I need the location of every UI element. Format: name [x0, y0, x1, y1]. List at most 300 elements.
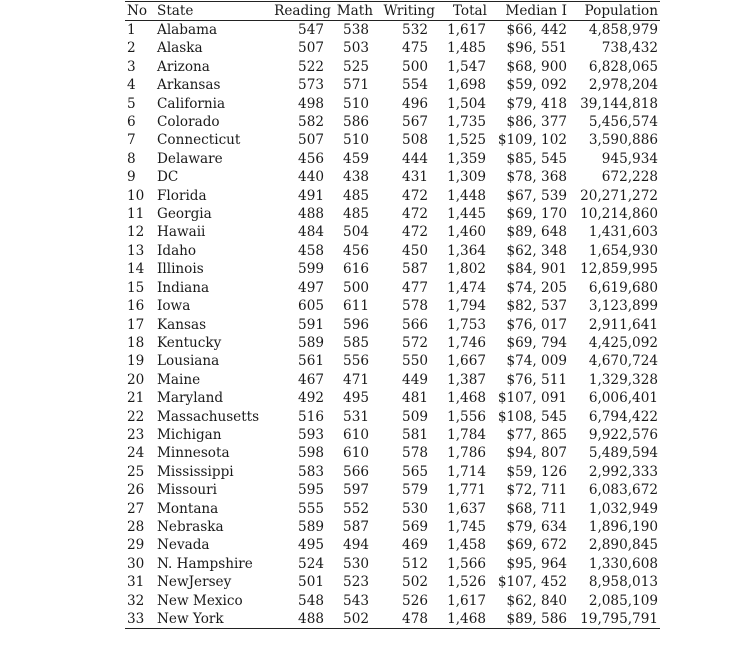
table-row: [125, 518, 660, 536]
cell-median-income: $85, 545: [506, 150, 567, 167]
cell-math: 502: [333, 610, 375, 629]
cell-writing: 469: [402, 537, 428, 554]
cell-state: Nevada: [157, 537, 210, 554]
cell-no: 24: [127, 445, 145, 462]
state-statistics-table: [125, 1, 660, 629]
cell-math: 485: [343, 206, 369, 223]
cell-writing: 472: [402, 206, 428, 223]
cell-population: 6,619,680: [588, 279, 658, 296]
cell-no: 21: [127, 390, 145, 407]
cell-state: Massachusetts: [157, 408, 260, 425]
data-table-container: [125, 1, 658, 629]
cell-reading: 484: [298, 224, 324, 241]
cell-writing: 444: [402, 150, 428, 167]
cell-total: 1,468: [447, 390, 486, 407]
cell-reading: 583: [298, 463, 324, 480]
cell-reading: 488: [271, 610, 333, 629]
cell-population: 8,958,013: [588, 574, 658, 591]
table-row: [125, 463, 660, 481]
cell-no: 13: [127, 242, 145, 259]
cell-population: 1,654,930: [588, 242, 658, 259]
cell-total: 1,309: [447, 169, 486, 186]
cell-reading: 561: [298, 353, 324, 370]
cell-median-income: $62, 348: [506, 242, 567, 259]
table-row: [125, 223, 660, 241]
table-row: [125, 481, 660, 499]
cell-median-income: $67, 539: [506, 187, 567, 204]
header-state: State: [155, 2, 271, 21]
cell-math: 503: [343, 40, 369, 57]
cell-state: Nebraska: [157, 518, 224, 535]
cell-state: California: [157, 95, 226, 112]
cell-population: 1,330,608: [588, 555, 658, 572]
cell-total: 1,525: [447, 132, 486, 149]
cell-math: 530: [343, 555, 369, 572]
cell-state: Arizona: [157, 58, 210, 75]
cell-state: New Mexico: [157, 592, 243, 609]
cell-writing: 532: [402, 22, 428, 38]
table-body: [125, 21, 660, 629]
cell-median-income: $59, 126: [506, 463, 567, 480]
cell-no: 15: [127, 279, 145, 296]
cell-no: 2: [127, 40, 136, 57]
cell-writing: 508: [402, 132, 428, 149]
cell-no: 6: [127, 114, 136, 131]
cell-population: 9,922,576: [588, 426, 658, 443]
cell-writing: 526: [402, 592, 428, 609]
cell-total: 1,746: [447, 334, 486, 351]
cell-total: 1,667: [447, 353, 486, 370]
cell-state: Connecticut: [157, 132, 241, 149]
cell-median-income: $94, 807: [506, 445, 567, 462]
cell-writing: 472: [402, 187, 428, 204]
cell-total: 1,474: [447, 279, 486, 296]
cell-reading: 595: [298, 482, 324, 499]
cell-writing: 572: [402, 334, 428, 351]
cell-population: 738,432: [601, 40, 658, 57]
cell-reading: 507: [298, 132, 324, 149]
cell-state: Delaware: [157, 150, 223, 167]
cell-population: 945,934: [601, 150, 658, 167]
cell-state: Indiana: [157, 279, 210, 296]
table-row: [125, 592, 660, 610]
cell-state: Colorado: [157, 114, 220, 131]
cell-median-income: $82, 537: [506, 298, 567, 315]
cell-median-income: $76, 511: [506, 371, 567, 388]
table-row: [125, 205, 660, 223]
cell-writing: 566: [402, 316, 428, 333]
cell-writing: 578: [402, 445, 428, 462]
cell-total: 1,526: [447, 574, 486, 591]
cell-reading: 598: [298, 445, 324, 462]
cell-total: 1,784: [447, 426, 486, 443]
table-row: [125, 58, 660, 76]
cell-no: 18: [127, 334, 145, 351]
cell-population: 4,858,979: [588, 22, 658, 38]
cell-total: 1,364: [447, 242, 486, 259]
cell-total: 1,637: [447, 500, 486, 517]
table-row: [125, 279, 660, 297]
cell-math: 616: [343, 261, 369, 278]
cell-reading: 591: [298, 316, 324, 333]
cell-population: 4,670,724: [588, 353, 658, 370]
table-row: [125, 39, 660, 57]
cell-total: 1,714: [447, 463, 486, 480]
table-row: [125, 187, 660, 205]
cell-no: 23: [127, 426, 145, 443]
cell-total: 1,566: [447, 555, 486, 572]
cell-math: 438: [343, 169, 369, 186]
cell-population: 6,083,672: [588, 482, 658, 499]
cell-math: 500: [343, 279, 369, 296]
cell-math: 552: [343, 500, 369, 517]
cell-total: 1,387: [447, 371, 486, 388]
cell-reading: 605: [298, 298, 324, 315]
cell-no: 19: [127, 353, 145, 370]
cell-total: 1,771: [447, 482, 486, 499]
cell-population: 5,456,574: [588, 114, 658, 131]
cell-median-income: $107, 452: [497, 574, 567, 591]
header-writing: Writing: [375, 2, 437, 21]
cell-no: 22: [127, 408, 145, 425]
cell-math: 523: [343, 574, 369, 591]
cell-writing: 587: [402, 261, 428, 278]
cell-median-income: $89, 648: [506, 224, 567, 241]
cell-writing: 500: [402, 58, 428, 75]
cell-math: 543: [343, 592, 369, 609]
cell-population: 6,828,065: [588, 58, 658, 75]
cell-math: 538: [343, 22, 369, 38]
header-reading: Reading: [271, 2, 333, 21]
cell-state: Kansas: [157, 316, 207, 333]
cell-no: 8: [127, 150, 136, 167]
cell-median-income: $79, 634: [506, 518, 567, 535]
table-row: [125, 131, 660, 149]
cell-median-income: $86, 377: [506, 114, 567, 131]
cell-writing: 567: [402, 114, 428, 131]
cell-no: 28: [127, 518, 145, 535]
cell-no: 16: [127, 298, 145, 315]
cell-reading: 507: [298, 40, 324, 57]
cell-math: 510: [343, 132, 369, 149]
cell-median-income: $74, 205: [506, 279, 567, 296]
cell-writing: 502: [402, 574, 428, 591]
cell-reading: 488: [298, 206, 324, 223]
cell-population: 6,794,422: [588, 408, 658, 425]
cell-no: 10: [127, 187, 145, 204]
cell-median-income: $62, 840: [506, 592, 567, 609]
header-median-income: Median I: [489, 2, 569, 21]
cell-state: Minnesota: [157, 445, 230, 462]
cell-writing: 554: [402, 77, 428, 94]
cell-median-income: $74, 009: [506, 353, 567, 370]
cell-no: 26: [127, 482, 145, 499]
table-row: [125, 334, 660, 352]
cell-state: Iowa: [157, 298, 191, 315]
cell-math: 456: [343, 242, 369, 259]
cell-state: Hawaii: [157, 224, 206, 241]
cell-writing: 472: [402, 224, 428, 241]
header-math: Math: [333, 2, 375, 21]
cell-reading: 492: [298, 390, 324, 407]
cell-total: 1,504: [447, 95, 486, 112]
cell-median-income: $78, 368: [506, 169, 567, 186]
cell-total: 1,448: [447, 187, 486, 204]
table-row: [125, 500, 660, 518]
cell-state: Arkansas: [157, 77, 221, 94]
table-row: [125, 76, 660, 94]
cell-no: 12: [127, 224, 145, 241]
table-row: [125, 555, 660, 573]
table-row: [125, 21, 660, 40]
cell-state: Lousiana: [157, 353, 220, 370]
cell-math: 471: [343, 371, 369, 388]
table-row: [125, 168, 660, 186]
cell-math: 585: [343, 334, 369, 351]
cell-math: 556: [343, 353, 369, 370]
cell-math: 531: [343, 408, 369, 425]
cell-state: Montana: [157, 500, 219, 517]
table-row: [125, 610, 660, 629]
cell-total: 1,786: [447, 445, 486, 462]
table-row: [125, 408, 660, 426]
cell-writing: 478: [375, 610, 437, 629]
cell-math: 610: [343, 426, 369, 443]
cell-total: 1,468: [437, 610, 489, 629]
cell-median-income: $69, 672: [506, 537, 567, 554]
cell-no: 33: [125, 610, 155, 629]
cell-state: New York: [155, 610, 271, 629]
cell-no: 32: [127, 592, 145, 609]
cell-state: Missouri: [157, 482, 218, 499]
cell-median-income: $68, 711: [506, 500, 567, 517]
cell-writing: 530: [402, 500, 428, 517]
cell-reading: 501: [298, 574, 324, 591]
cell-math: 485: [343, 187, 369, 204]
cell-population: 2,085,109: [588, 592, 658, 609]
cell-population: 1,896,190: [588, 518, 658, 535]
cell-median-income: $72, 711: [506, 482, 567, 499]
cell-reading: 573: [298, 77, 324, 94]
cell-total: 1,698: [447, 77, 486, 94]
cell-writing: 579: [402, 482, 428, 499]
table-row: [125, 150, 660, 168]
cell-population: 672,228: [601, 169, 658, 186]
cell-population: 2,978,204: [588, 77, 658, 94]
cell-median-income: $69, 794: [506, 334, 567, 351]
cell-total: 1,458: [447, 537, 486, 554]
cell-writing: 509: [402, 408, 428, 425]
cell-median-income: $68, 900: [506, 58, 567, 75]
cell-reading: 491: [298, 187, 324, 204]
cell-math: 571: [343, 77, 369, 94]
cell-reading: 467: [298, 371, 324, 388]
cell-writing: 449: [402, 371, 428, 388]
header-population: Population: [569, 2, 660, 21]
table-row: [125, 389, 660, 407]
cell-state: Maryland: [157, 390, 224, 407]
cell-state: DC: [157, 169, 179, 186]
cell-writing: 496: [402, 95, 428, 112]
cell-population: 4,425,092: [588, 334, 658, 351]
cell-state: Alabama: [157, 22, 218, 38]
cell-math: 587: [343, 518, 369, 535]
cell-reading: 440: [298, 169, 324, 186]
cell-population: 12,859,995: [580, 261, 658, 278]
cell-math: 525: [343, 58, 369, 75]
cell-reading: 456: [298, 150, 324, 167]
cell-writing: 565: [402, 463, 428, 480]
cell-writing: 450: [402, 242, 428, 259]
cell-reading: 555: [298, 500, 324, 517]
cell-median-income: $69, 170: [506, 206, 567, 223]
cell-median-income: $96, 551: [506, 40, 567, 57]
cell-total: 1,745: [447, 518, 486, 535]
cell-total: 1,753: [447, 316, 486, 333]
table-row: [125, 316, 660, 334]
cell-population: 6,006,401: [588, 390, 658, 407]
cell-population: 20,271,272: [580, 187, 658, 204]
cell-reading: 498: [298, 95, 324, 112]
cell-population: 1,032,949: [588, 500, 658, 517]
table-row: [125, 95, 660, 113]
cell-reading: 522: [298, 58, 324, 75]
cell-writing: 569: [402, 518, 428, 535]
cell-no: 29: [127, 537, 145, 554]
cell-median-income: $108, 545: [497, 408, 567, 425]
cell-state: Alaska: [157, 40, 203, 57]
cell-population: 3,590,886: [588, 132, 658, 149]
cell-reading: 458: [298, 242, 324, 259]
header-total: Total: [437, 2, 489, 21]
cell-total: 1,556: [447, 408, 486, 425]
table-row: [125, 113, 660, 131]
table-row: [125, 260, 660, 278]
cell-median-income: $77, 865: [506, 426, 567, 443]
cell-median-income: $59, 092: [506, 77, 567, 94]
table-row: [125, 242, 660, 260]
cell-median-income: $66, 442: [506, 22, 567, 38]
cell-writing: 581: [402, 426, 428, 443]
cell-writing: 431: [402, 169, 428, 186]
cell-total: 1,460: [447, 224, 486, 241]
cell-state: Idaho: [157, 242, 197, 259]
cell-total: 1,359: [447, 150, 486, 167]
cell-state: Kentucky: [157, 334, 222, 351]
cell-state: Florida: [157, 187, 207, 204]
cell-population: 2,890,845: [588, 537, 658, 554]
cell-total: 1,617: [447, 592, 486, 609]
cell-no: 1: [127, 22, 136, 38]
cell-population: 1,431,603: [588, 224, 658, 241]
cell-no: 30: [127, 555, 145, 572]
cell-state: N. Hampshire: [157, 555, 253, 572]
table-row: [125, 352, 660, 370]
cell-math: 610: [343, 445, 369, 462]
cell-writing: 512: [402, 555, 428, 572]
table-row: [125, 536, 660, 554]
cell-no: 31: [127, 574, 145, 591]
table-row: [125, 426, 660, 444]
cell-median-income: $107, 091: [497, 390, 567, 407]
cell-total: 1,547: [447, 58, 486, 75]
header-no: No: [125, 2, 155, 21]
cell-reading: 497: [298, 279, 324, 296]
cell-no: 17: [127, 316, 145, 333]
cell-median-income: $84, 901: [506, 261, 567, 278]
cell-no: 9: [127, 169, 136, 186]
cell-math: 596: [343, 316, 369, 333]
table-row: [125, 371, 660, 389]
cell-total: 1,617: [447, 22, 486, 38]
cell-math: 566: [343, 463, 369, 480]
cell-no: 25: [127, 463, 145, 480]
table-row: [125, 297, 660, 315]
cell-math: 504: [343, 224, 369, 241]
cell-math: 510: [343, 95, 369, 112]
table-row: [125, 444, 660, 462]
cell-population: 5,489,594: [588, 445, 658, 462]
cell-reading: 599: [298, 261, 324, 278]
cell-math: 586: [343, 114, 369, 131]
cell-state: Maine: [157, 371, 201, 388]
cell-total: 1,445: [447, 206, 486, 223]
cell-writing: 578: [402, 298, 428, 315]
cell-state: Michigan: [157, 426, 222, 443]
cell-writing: 477: [402, 279, 428, 296]
cell-writing: 481: [402, 390, 428, 407]
cell-reading: 548: [298, 592, 324, 609]
cell-state: Illinois: [157, 261, 204, 278]
cell-median-income: $89, 586: [489, 610, 569, 629]
cell-population: 19,795,791: [569, 610, 660, 629]
table-row: [125, 573, 660, 591]
cell-state: NewJersey: [157, 574, 232, 591]
cell-reading: 589: [298, 334, 324, 351]
cell-math: 611: [343, 298, 369, 315]
cell-no: 4: [127, 77, 136, 94]
cell-math: 597: [343, 482, 369, 499]
cell-no: 3: [127, 58, 136, 75]
cell-no: 11: [127, 206, 145, 223]
cell-reading: 582: [298, 114, 324, 131]
cell-math: 495: [343, 390, 369, 407]
cell-reading: 589: [298, 518, 324, 535]
cell-population: 3,123,899: [588, 298, 658, 315]
cell-population: 1,329,328: [588, 371, 658, 388]
table-header-row: [125, 2, 660, 21]
cell-math: 459: [343, 150, 369, 167]
cell-writing: 550: [402, 353, 428, 370]
cell-population: 2,992,333: [588, 463, 658, 480]
cell-no: 27: [127, 500, 145, 517]
cell-math: 494: [343, 537, 369, 554]
cell-reading: 516: [298, 408, 324, 425]
cell-median-income: $79, 418: [506, 95, 567, 112]
cell-no: 20: [127, 371, 145, 388]
cell-median-income: $95, 964: [506, 555, 567, 572]
cell-no: 5: [127, 95, 136, 112]
cell-reading: 593: [298, 426, 324, 443]
cell-reading: 547: [298, 22, 324, 38]
cell-writing: 475: [402, 40, 428, 57]
cell-population: 39,144,818: [580, 95, 658, 112]
cell-state: Mississippi: [157, 463, 234, 480]
cell-population: 10,214,860: [580, 206, 658, 223]
cell-state: Georgia: [157, 206, 212, 223]
cell-reading: 495: [298, 537, 324, 554]
cell-total: 1,794: [447, 298, 486, 315]
